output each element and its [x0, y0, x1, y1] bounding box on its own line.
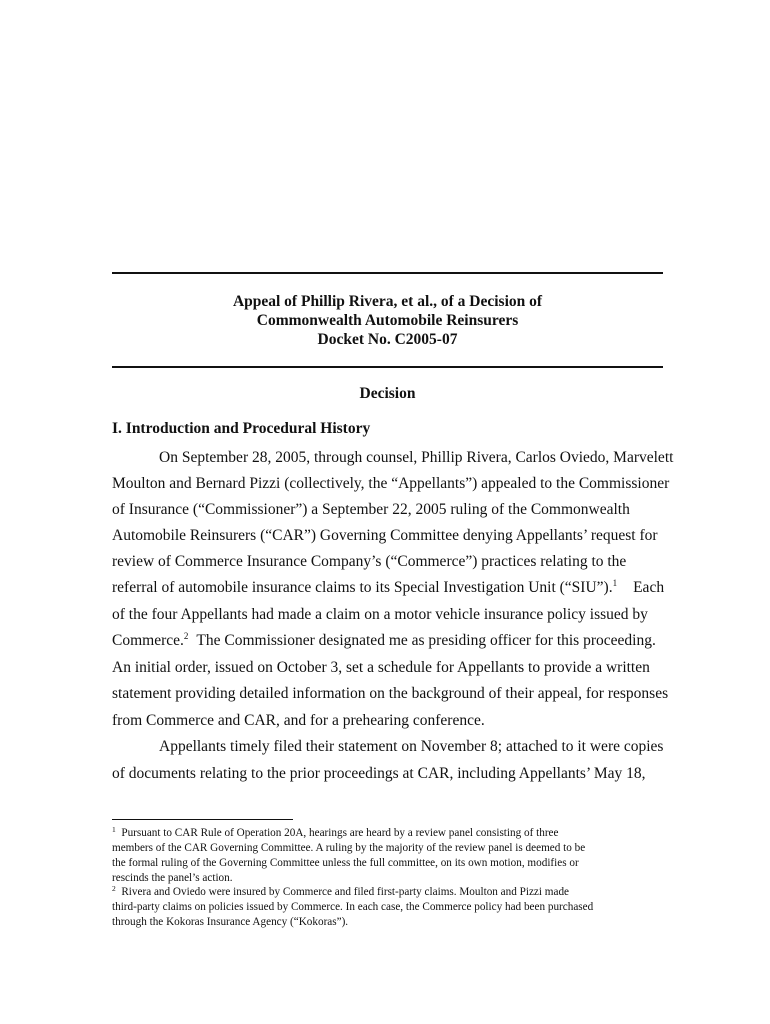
- caption-party: Commonwealth Automobile Reinsurers: [256, 312, 519, 329]
- decision-heading: Decision: [359, 385, 416, 402]
- body-text: The Commissioner designated me as presiding officer for this proceeding.: [196, 632, 656, 649]
- caption-docket: Docket No. C2005-07: [317, 331, 458, 348]
- footnote-2-line: [112, 885, 672, 899]
- footnote-separator: [112, 819, 293, 820]
- body-line: On September 28, 2005, through counsel, Phillip Rivera, Carlos Oviedo, Marvelett: [159, 449, 674, 466]
- footnote-text: Pursuant to CAR Rule of Operation 20A, hearings are heard by a review panel consisting of three: [121, 827, 559, 839]
- body-text: Each: [633, 579, 665, 596]
- footnote-1-line: members of the CAR Governing Committee. A ruling by the majority of the review panel is deemed to be: [112, 842, 586, 854]
- caption-title: Appeal of Phillip Rivera, et al., of a Decision of: [232, 293, 543, 310]
- body-line: statement providing detailed information on the background of their appeal, for responses: [112, 685, 669, 702]
- caption-top-rule: [112, 272, 663, 274]
- footnote-mark-1: 1: [112, 825, 116, 834]
- body-line: from Commerce and CAR, and for a prehearing conference.: [112, 712, 485, 729]
- footnote-1-line: [112, 826, 672, 840]
- body-line: Moulton and Bernard Pizzi (collectively, the “Appellants”) appealed to the Commissioner: [112, 475, 670, 492]
- footnote-ref-2[interactable]: 2: [183, 631, 189, 641]
- footnote-text: Rivera and Oviedo were insured by Commerce and filed first-party claims. Moulton and Pizzi made: [121, 886, 570, 898]
- body-line: [112, 631, 663, 651]
- body-line: Appellants timely filed their statement on November 8; attached to it were copies: [159, 738, 664, 755]
- footnote-1-line: the formal ruling of the Governing Committee unless the full committee, on its own motion, modifies or: [112, 857, 579, 869]
- body-line: [112, 578, 663, 598]
- footnote-2-line: third-party claims on policies issued by Commerce. In each case, the Commerce policy had been purchased: [112, 901, 594, 913]
- body-text: Commerce.: [112, 632, 184, 649]
- body-line: An initial order, issued on October 3, set a schedule for Appellants to provide a written: [112, 659, 650, 676]
- body-line: of Insurance (“Commissioner”) a September 22, 2005 ruling of the Commonwealth: [112, 501, 630, 518]
- body-text: referral of automobile insurance claims to its Special Investigation Unit (“SIU”).: [112, 579, 613, 596]
- body-line: of the four Appellants had made a claim on a motor vehicle insurance policy issued by: [112, 606, 648, 623]
- footnote-2-line: through the Kokoras Insurance Agency (“Kokoras”).: [112, 916, 349, 928]
- footnote-mark-2: 2: [112, 884, 116, 893]
- footnote-ref-1[interactable]: 1: [612, 578, 618, 588]
- section-heading: I. Introduction and Procedural History: [112, 420, 371, 437]
- body-line: of documents relating to the prior proceedings at CAR, including Appellants’ May 18,: [112, 765, 646, 782]
- caption-bottom-rule: [112, 366, 663, 368]
- footnote-1-line: rescinds the panel’s action.: [112, 872, 233, 884]
- body-line: Automobile Reinsurers (“CAR”) Governing Committee denying Appellants’ request for: [112, 527, 658, 544]
- body-line: review of Commerce Insurance Company’s (“Commerce”) practices relating to the: [112, 553, 627, 570]
